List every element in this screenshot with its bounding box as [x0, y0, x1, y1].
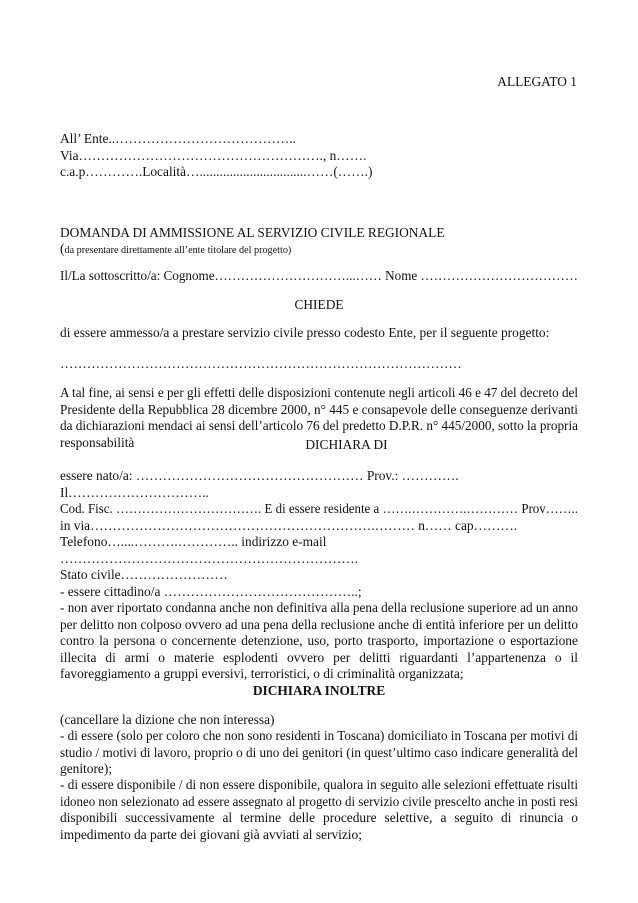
address-ente: All’ Ente..………………………………….. — [60, 131, 296, 146]
disponibile-paragraph — [60, 777, 578, 843]
domicilio-l1: - di essere (solo per coloro che non sono residenti in Toscana) domiciliato in Toscana per motivi di — [60, 728, 578, 743]
progetto-line: ……………………………………………………………………………… — [60, 356, 462, 371]
condanna-l1: - non aver riportato condanna anche non definitiva alla pena della reclusione superiore ad un anno — [60, 600, 579, 615]
condanna-paragraph — [60, 600, 578, 683]
ammesso-line: di essere ammesso/a a prestare servizio civile presso codesto Ente, per il seguente progetto: — [60, 325, 550, 340]
disponibile-l3: disponibili successivamente al termine delle procedure selettive, a seguito di rinuncia o — [60, 810, 578, 825]
subtitle-paren: ( — [60, 241, 65, 256]
domicilio-l2: studio / motivi di lavoro, proprio o di uno dei genitori (in quest’ultimo caso indicare generalità del — [60, 744, 579, 760]
document-title: DOMANDA DI AMMISSIONE AL SERVIZIO CIVILE REGIONALE — [60, 225, 445, 240]
domicilio-paragraph — [60, 728, 578, 778]
sottoscritto-line: Il/La sottoscritto/a: Cognome…………………………...…… Nome ……………………………… — [60, 268, 579, 283]
chiede-heading: CHIEDE — [294, 297, 344, 312]
dichiara-di-heading: DICHIARA DI — [305, 437, 388, 452]
field-nato: essere nato/a: …………………………………………… Prov.: …………. — [60, 468, 459, 483]
field-cod-fisc: Cod. Fisc. ……………………………. E di essere residente a …….………….………… Prov…….. — [60, 501, 579, 516]
field-telefono: Telefono…....……….………….. indirizzo e-mail — [60, 534, 327, 549]
address-via: Via………………………………………………., n……. — [60, 147, 367, 163]
dichiara-inoltre-heading: DICHIARA INOLTRE — [252, 683, 386, 698]
condanna-l4: illecita di armi o materie esplodenti ovvero per delitti riguardanti l’appartenenza o il — [60, 649, 578, 665]
cancellare-note: (cancellare la dizione che non interessa) — [60, 712, 275, 727]
condanna-l5: favoreggiamento a gruppi eversivi, terroristici, o di criminalità organizzata; — [60, 666, 464, 681]
field-stato-civile: Stato civile…………………… — [60, 567, 228, 582]
anagrafica-fields — [60, 468, 578, 600]
disponibile-l4: impedimento da parte dei giovani già avviati al servizio; — [60, 826, 362, 842]
disponibile-l2: idoneo non selezionato ad essere assegnato al progetto di servizio civile prescelto anche in posti resi — [60, 793, 579, 809]
allegato-label: ALLEGATO 1 — [497, 74, 577, 89]
domicilio-l3: genitore); — [60, 761, 113, 776]
field-il: Il………………………….. — [60, 484, 209, 500]
a-tal-fine-l1: A tal fine, ai sensi e per gli effetti delle disposizioni contenute negli articoli 46 e 47 del decreto del — [60, 385, 579, 400]
disponibile-l1: - di essere disponibile / di non essere disponibile, qualora in seguito alle selezioni effettuate risulti — [60, 777, 579, 792]
field-via: in via……………………………………………………….……… n…… cap………. — [60, 517, 518, 533]
field-cittadino: - essere cittadino/a ……………………………………..; — [60, 583, 362, 599]
field-email-line: …………………………………………………………. — [60, 550, 358, 566]
condanna-l3: contro la persona o concernente detenzione, uso, porto trasporto, importazione o esportazione — [60, 633, 578, 648]
a-tal-fine-l4: responsabilità — [60, 434, 135, 450]
a-tal-fine-l3: da dichiarazioni mendaci ai sensi dell’articolo 76 del predetto D.P.R. n° 445/2000, sotto la propria — [60, 418, 578, 433]
document-subtitle — [60, 241, 578, 260]
address-cap: c.a.p………….Località…................................……(…….) — [60, 164, 373, 179]
subtitle-note: da presentare direttamente all’ente titolare del progetto) — [64, 245, 292, 256]
a-tal-fine-l2: Presidente della Repubblica 28 dicembre 2000, n° 445 e consapevole delle conseguenze derivanti — [60, 401, 578, 417]
address-block — [60, 131, 578, 181]
condanna-l2: per delitto non colposo ovvero ad una pena della reclusione anche di entità inferiore per un delitto — [60, 616, 578, 632]
